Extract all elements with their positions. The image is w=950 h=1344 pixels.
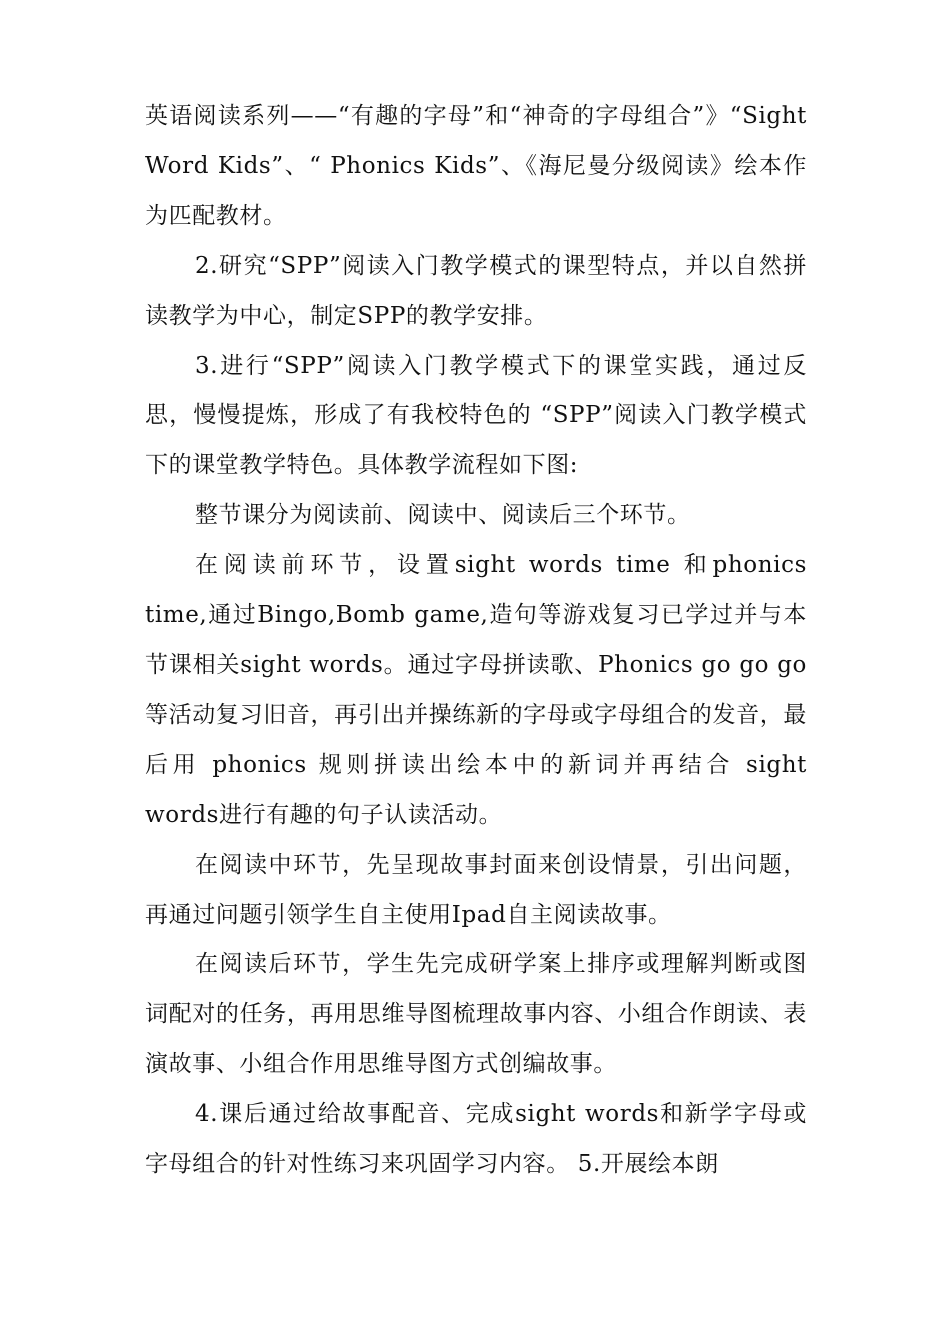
paragraph-lesson-structure: 整节课分为阅读前、阅读中、阅读后三个环节。 [195, 502, 691, 529]
paragraph-textbooks: 英语阅读系列——“有趣的字母”和“神奇的字母组合”》“Sight Word Kids”、“ Phonics Kids”、《海尼曼分级阅读》绘本作为匹配教材。 [145, 103, 807, 229]
paragraph-item-4-5: 4.课后通过给故事配音、完成sight words和新学字母或字母组合的针对性练习来巩固学习内容。 5.开展绘本朗 [145, 1101, 807, 1178]
document-body [145, 92, 807, 1190]
paragraph-pre-reading: 在阅读前环节，设置sight words time 和phonics time,通过Bingo,Bomb game,造句等游戏复习已学过并与本节课相关sight words。通过字母拼读歌、Phonics go go go等活动复习旧音，再引出并操练新的字母或字母组合的发音，最后用 phonics 规则拼读出绘本中的新词并再结合 sight words进行有趣的句子认读活动。 [145, 552, 807, 828]
paragraph-item-3: 3.进行“SPP”阅读入门教学模式下的课堂实践，通过反思，慢慢提炼，形成了有我校特色的 “SPP”阅读入门教学模式下的课堂教学特色。具体教学流程如下图: [145, 352, 807, 479]
paragraph-item-2: 2.研究“SPP”阅读入门教学模式的课型特点，并以自然拼读教学为中心，制定SPP的教学安排。 [145, 252, 807, 329]
paragraph-while-reading: 在阅读中环节，先呈现故事封面来创设情景，引出问题，再通过问题引领学生自主使用Ipad自主阅读故事。 [145, 851, 807, 928]
paragraph-post-reading: 在阅读后环节，学生先完成研学案上排序或理解判断或图词配对的任务，再用思维导图梳理故事内容、小组合作朗读、表演故事、小组合作用思维导图方式创编故事。 [145, 951, 807, 1078]
